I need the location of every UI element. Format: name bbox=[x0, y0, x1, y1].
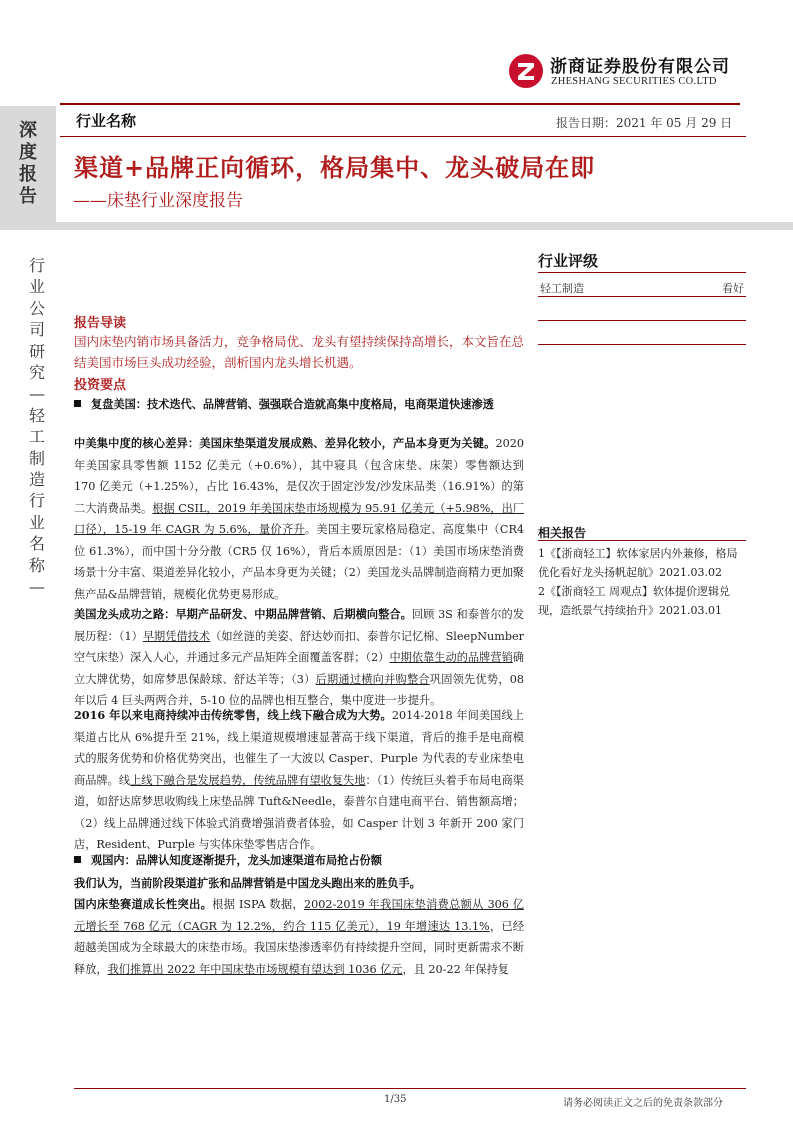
rating-title: 行业评级 bbox=[538, 252, 599, 270]
intro-text: 国内床垫内销市场具备活力，竞争格局优、龙头有望持续保持高增长，本文旨在总结美国市场巨头成功经验，剖析国内龙头增长机遇。 bbox=[74, 334, 525, 370]
company-logo-icon bbox=[509, 54, 543, 88]
related-report-item: 1《【浙商轻工】软体家居内外兼修，格局优化看好龙头扬帆起航》2021.03.02 bbox=[538, 547, 738, 579]
disclaimer-note: 请务必阅读正文之后的免责条款部分 bbox=[563, 1098, 723, 1109]
related-report-item: 2《【浙商轻工 周观点】软体提价逻辑兑现，造纸景气持续抬升》2021.03.01 bbox=[538, 585, 730, 617]
title-top-divider bbox=[60, 136, 746, 137]
related-divider bbox=[538, 540, 746, 541]
paragraph-key-factor: 我们认为，当前阶段渠道扩张和品牌营销是中国龙头跑出来的胜负手。 bbox=[74, 876, 421, 890]
paragraph-concentration: 中美集中度的核心差异：美国床垫渠道发展成熟、差异化较小，产品本身更为关键。2020 年美国家具零售额 1152 亿美元（+0.6%），其中寝具（包含床垫、床架）零售额达到 170 亿美元（+1.25%），占比 16.43%，是仅次于固定沙发/沙发床品类（16.91%）的第二大消费品类。根据 CSIL，2019 年美国床垫市场规模为 95.91 亿美元（+5.98%，出厂口径），15-19 年 CAGR 为 5.6%，量价齐升。美国主要玩家格局稳定、高度集中（CR4 位 61.3%），而中国十分分散（CR5 仅 16%），背后本质原因是：（1）美国市场床垫消费场景十分丰富、渠道差异化较小，产品本身更为关键；（2）美国龙头品牌制造商精力更加聚焦产品&品牌营销，规模化优势更易形成。 bbox=[74, 436, 524, 601]
bullet-square-icon bbox=[74, 856, 81, 863]
rating-divider-3 bbox=[538, 320, 746, 321]
page-title: 渠道+品牌正向循环，格局集中、龙头破局在即 bbox=[74, 153, 596, 182]
bullet-square-icon bbox=[74, 400, 81, 407]
industry-name: 行业名称 bbox=[76, 112, 137, 130]
paragraph-leader-path: 美国龙头成功之路：早期产品研发、中期品牌营销、后期横向整合。回顾 3S 和泰普尔的发展历程：（1）早期凭借技术（如丝涟的美姿、舒达妙而扣、泰普尔记忆棉、SleepNumber 空气床垫）深入人心，并通过多元产品矩阵全面覆盖客群；（2）中期依靠生动的品牌营销确立大牌优势，如席梦思保龄球、舒达羊等；（3）后期通过横向并购整合巩固领先优势，08 年以后 4 巨头两两合并，5-10 位的品牌也相互整合，集中度进一步提升。 bbox=[74, 607, 524, 707]
footer-divider bbox=[74, 1088, 746, 1089]
side-tab-label: 深度报告 bbox=[19, 120, 37, 207]
vertical-section-label: 行业公司研究—轻工制造行业名称— bbox=[28, 256, 45, 597]
page-subtitle: ——床垫行业深度报告 bbox=[73, 191, 243, 211]
intro-heading: 报告导读 bbox=[74, 316, 127, 331]
report-date: 报告日期：2021 年 05 月 29 日 bbox=[556, 116, 733, 130]
rating-divider-2 bbox=[538, 296, 746, 297]
invest-heading: 投资要点 bbox=[74, 378, 127, 393]
rating-industry: 轻工制造 bbox=[540, 282, 584, 295]
header-divider bbox=[60, 103, 740, 105]
related-reports-title: 相关报告 bbox=[538, 526, 587, 540]
rating-divider bbox=[538, 272, 746, 273]
rating-value: 看好 bbox=[722, 282, 744, 295]
title-bottom-bar bbox=[0, 222, 793, 230]
bullet-usa-review: 复盘美国：技术迭代、品牌营销、强强联合造就高集中度格局，电商渠道快速渗透 bbox=[74, 394, 524, 414]
rating-divider-4 bbox=[538, 344, 746, 345]
company-name-en: ZHESHANG SECURITIES CO.LTD bbox=[551, 76, 717, 87]
paragraph-ecommerce: 2016 年以来电商持续冲击传统零售，线上线下融合成为大势。2014-2018 年间美国线上渠道占比从 6%提升至 21%，线上渠道规模增速显著高于线下渠道，背后的推手是电商模式的服务优势和价格优势突出，也催生了一大波以 Casper、Purple 为代表的专业床垫电商品牌。线上线下融合是发展趋势，传统品牌有望收复失地：（1）传统巨头着手布局电商渠道，如舒达席梦思收购线上床垫品牌 Tuft&Needle，泰普尔自建电商平台、销售额高增；（2）线上品牌通过线下体验式消费增强消费者体验，如 Casper 计划 3 年新开 200 家门店，Resident、Purple 与实体床垫零售店合作。 bbox=[74, 708, 524, 851]
paragraph-domestic-growth: 国内床垫赛道成长性突出。根据 ISPA 数据，2002-2019 年我国床垫消费总额从 306 亿元增长至 768 亿元（CAGR 为 12.2%，约合 115 亿美元），19 年增速达 13.1%，已经超越美国成为全球最大的床垫市场。我国床垫渗透率仍有持续提升空间，同时更新需求不断释放，我们推算出 2022 年中国床垫市场规模有望达到 1036 亿元，且 20-22 年保持复 bbox=[74, 897, 524, 976]
company-name-cn: 浙商证券股份有限公司 bbox=[550, 57, 730, 77]
bullet-domestic: 观国内：品牌认知度逐渐提升，龙头加速渠道布局抢占份额 bbox=[74, 850, 524, 870]
page-number: 1/35 bbox=[384, 1094, 407, 1105]
